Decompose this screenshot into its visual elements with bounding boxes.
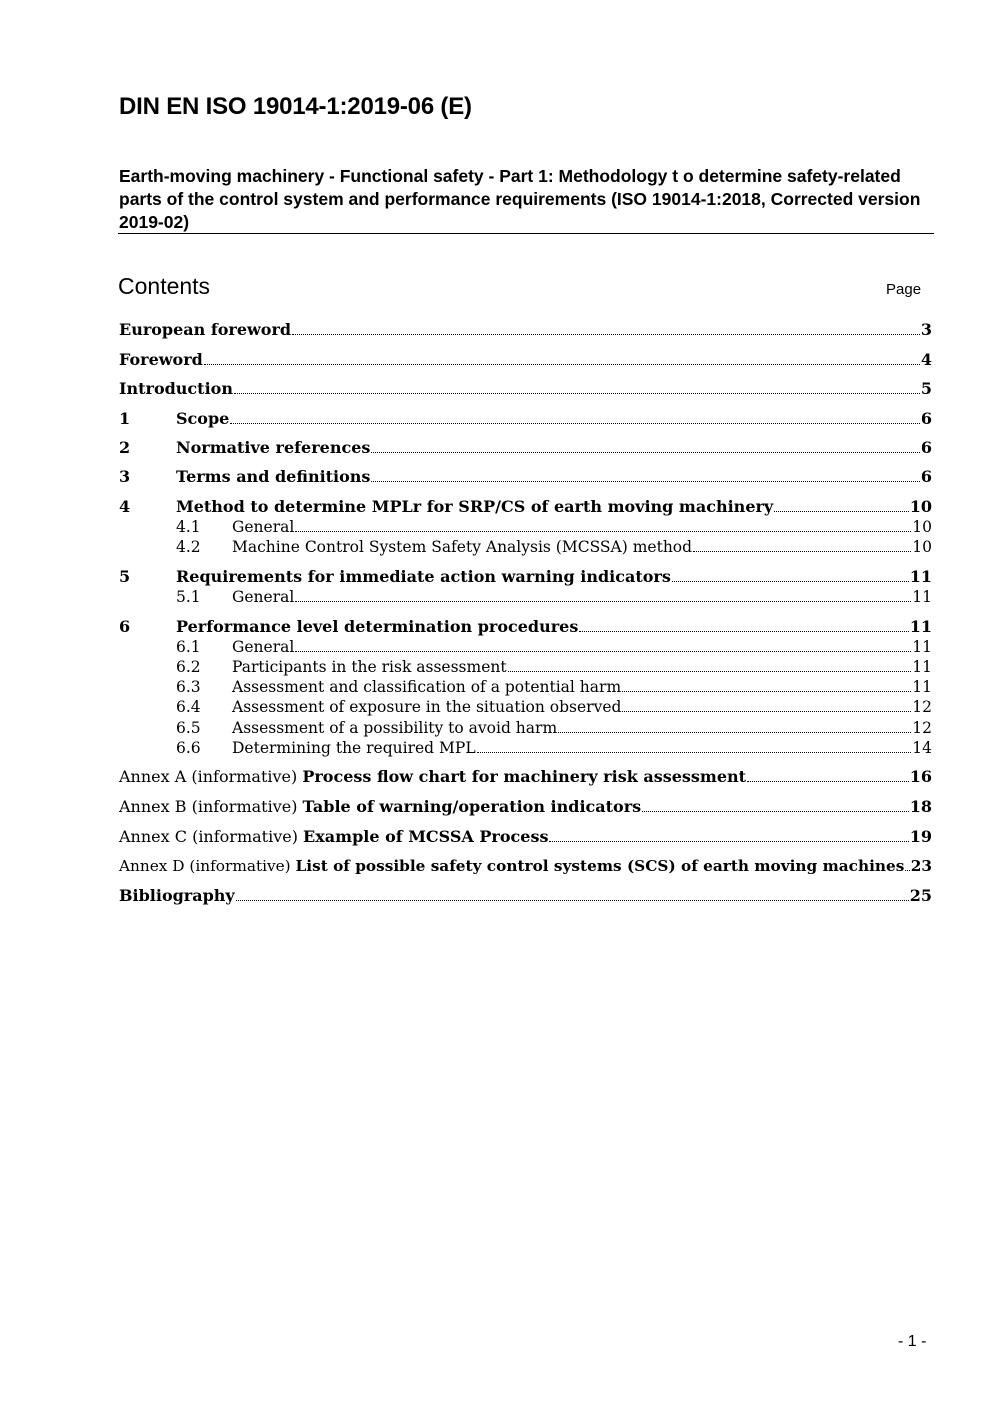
toc-entry-title (119, 856, 904, 876)
toc-entry-bibliography[interactable] (119, 886, 932, 906)
toc-entry-title: Scope (176, 409, 230, 428)
toc-entry-page: 12 (912, 719, 932, 737)
toc-entry-foreword[interactable] (119, 350, 932, 370)
toc-entry-title: Normative references (176, 438, 371, 457)
toc-entry-page: 6 (920, 409, 932, 428)
toc-entry-page: 10 (909, 497, 932, 516)
toc-entry-page: 12 (912, 698, 932, 716)
annex-prefix: Annex A (informative) (119, 767, 303, 786)
toc-entry-page: 11 (909, 567, 932, 586)
toc-entry-title (119, 767, 746, 787)
toc-entry-page: 23 (910, 857, 932, 875)
toc-leader (295, 600, 911, 602)
toc-leader (508, 670, 912, 672)
toc-entry-page: 19 (909, 827, 932, 846)
toc-entry-number: 6.1 (176, 638, 201, 656)
toc-entry-annex-b[interactable] (119, 797, 932, 817)
toc-entry-6-1[interactable] (119, 637, 932, 657)
toc-leader (672, 580, 909, 582)
toc-entry-annex-d[interactable] (119, 856, 932, 876)
toc-entry-title: Assessment of a possibility to avoid harm (232, 719, 558, 737)
toc-entry-title: General (232, 638, 295, 656)
toc-entry-page: 25 (909, 886, 932, 905)
toc-entry-number: 6.6 (176, 739, 201, 757)
toc-entry-number: 3 (119, 467, 131, 486)
toc-entry-clause-5[interactable] (119, 567, 932, 587)
toc-entry-title: Foreword (119, 350, 203, 369)
toc-entry-number: 6 (119, 617, 131, 636)
toc-leader (204, 363, 920, 365)
toc-entry-page: 11 (912, 678, 932, 696)
toc-entry-number: 6.4 (176, 698, 201, 716)
toc-entry-terms-definitions[interactable] (119, 467, 932, 487)
annex-prefix: Annex D (informative) (119, 857, 296, 875)
toc-leader (549, 840, 908, 842)
toc-leader (579, 630, 908, 632)
toc-entry-number: 5 (119, 567, 131, 586)
toc-entry-page: 11 (909, 617, 932, 636)
contents-heading: Contents (118, 273, 211, 299)
toc-entry-page: 4 (920, 350, 932, 369)
toc-entry-6-4[interactable] (119, 697, 932, 717)
toc-entry-page: 11 (912, 588, 932, 606)
toc-leader (295, 650, 911, 652)
footer-page-number: - 1 - (898, 1333, 927, 1350)
toc-entry-6-2[interactable] (119, 657, 932, 677)
toc-leader (371, 480, 919, 482)
toc-entry-page: 11 (912, 658, 932, 676)
toc-leader (747, 780, 909, 782)
annex-prefix: Annex B (informative) (119, 797, 303, 816)
toc-entry-page: 18 (909, 797, 932, 816)
toc-entry-introduction[interactable] (119, 379, 932, 399)
toc-entry-annex-a[interactable] (119, 767, 932, 787)
toc-entry-title: Bibliography (119, 886, 235, 905)
toc-entry-page: 10 (912, 518, 932, 536)
annex-title: Process flow chart for machinery risk assessment (302, 767, 747, 786)
toc-leader (558, 731, 911, 733)
toc-entry-page: 5 (920, 379, 932, 398)
toc-entry-number: 5.1 (176, 588, 201, 606)
toc-entry-4-2[interactable] (119, 537, 932, 557)
toc-entry-number: 1 (119, 409, 131, 428)
toc-entry-normative-references[interactable] (119, 438, 932, 458)
toc-entry-number: 2 (119, 438, 131, 457)
toc-entry-page: 6 (920, 438, 932, 457)
toc-entry-page: 3 (920, 320, 932, 339)
document-title: DIN EN ISO 19014-1:2019-06 (E) (119, 93, 472, 120)
toc-leader (774, 510, 909, 512)
toc-entry-title: European foreword (119, 320, 292, 339)
annex-title: List of possible safety control systems (SCS) of earth moving machines (295, 857, 905, 875)
toc-entry-european-foreword[interactable] (119, 320, 932, 340)
toc-entry-title: Terms and definitions (176, 467, 371, 486)
toc-entry-6-6[interactable] (119, 738, 932, 758)
document-subtitle: Earth-moving machinery - Functional safety - Part 1: Methodology t o determine safety-related parts of the control system and performance requirements (ISO 19014-1:2018, Corrected version 2019-02) (119, 166, 921, 232)
page-column-label: Page (886, 281, 922, 298)
toc-entry-title: Assessment of exposure in the situation observed (232, 698, 622, 716)
toc-entry-title: Participants in the risk assessment (232, 658, 507, 676)
toc-leader (295, 530, 911, 532)
toc-entry-page: 14 (912, 739, 932, 757)
annex-prefix: Annex C (informative) (119, 827, 304, 846)
toc-entry-title: Requirements for immediate action warning indicators (176, 567, 671, 586)
annex-title: Table of warning/operation indicators (302, 797, 642, 816)
toc-entry-6-3[interactable] (119, 677, 932, 697)
toc-entry-number: 4.2 (176, 538, 201, 556)
toc-entry-title: Determining the required MPL (232, 739, 476, 757)
toc-entry-page: 6 (920, 467, 932, 486)
toc-entry-title: Method to determine MPLr for SRP/CS of earth moving machinery (176, 497, 774, 516)
toc-entry-6-5[interactable] (119, 718, 932, 738)
toc-leader (236, 899, 909, 901)
toc-leader (230, 422, 920, 424)
toc-leader (477, 751, 912, 753)
toc-entry-page: 11 (912, 638, 932, 656)
toc-leader (622, 710, 911, 712)
toc-leader (234, 392, 920, 394)
toc-entry-annex-c[interactable] (119, 827, 932, 847)
toc-entry-clause-4[interactable] (119, 497, 932, 517)
annex-title: Example of MCSSA Process (303, 827, 549, 846)
toc-leader (622, 690, 911, 692)
toc-leader (905, 869, 909, 871)
toc-entry-number: 4 (119, 497, 131, 516)
toc-leader (371, 451, 919, 453)
toc-entry-title (119, 827, 548, 847)
toc-entry-4-1[interactable] (119, 517, 932, 537)
toc-entry-title: General (232, 588, 295, 606)
toc-entry-page: 16 (909, 767, 932, 786)
toc-entry-5-1[interactable] (119, 587, 932, 607)
toc-entry-title (119, 797, 641, 817)
toc-entry-title: Performance level determination procedures (176, 617, 579, 636)
toc-entry-clause-6[interactable] (119, 617, 932, 637)
toc-entry-number: 6.2 (176, 658, 201, 676)
toc-leader (693, 550, 911, 552)
toc-entry-scope[interactable] (119, 409, 932, 429)
toc-leader (292, 333, 920, 335)
toc-leader (642, 810, 909, 812)
toc-entry-title: General (232, 518, 295, 536)
toc-entry-title: Assessment and classification of a potential harm (232, 678, 622, 696)
toc-entry-title: Introduction (119, 379, 233, 398)
toc-entry-title: Machine Control System Safety Analysis (MCSSA) method (232, 538, 693, 556)
toc-entry-page: 10 (912, 538, 932, 556)
toc-entry-number: 6.5 (176, 719, 201, 737)
toc-entry-number: 6.3 (176, 678, 201, 696)
toc-entry-number: 4.1 (176, 518, 201, 536)
